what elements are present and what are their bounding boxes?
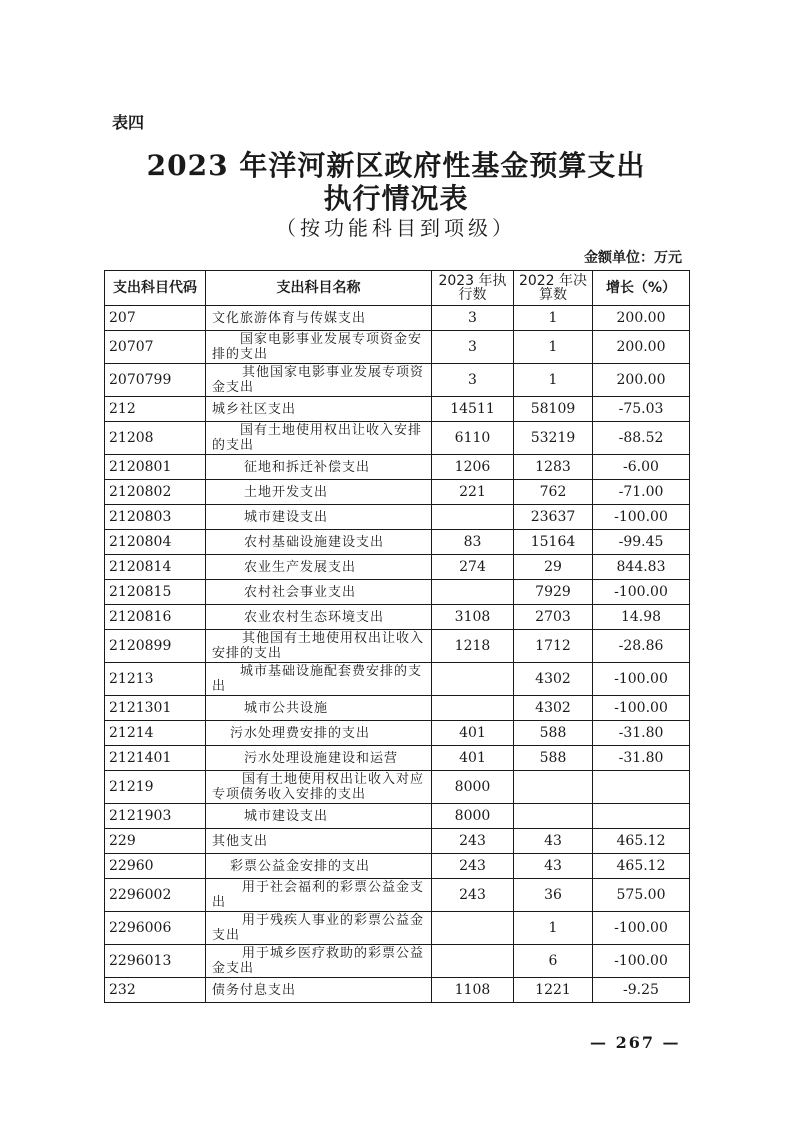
row-growth: -100.00 — [593, 912, 690, 945]
row-final-2022: 588 — [514, 746, 593, 771]
row-final-2022: 43 — [514, 854, 593, 879]
page-title-line1: 2023 年洋河新区政府性基金预算支出 — [146, 149, 646, 182]
table-row — [105, 364, 690, 397]
row-final-2022: 1221 — [514, 978, 593, 1003]
row-name: 污水处理费安排的支出 — [206, 721, 432, 746]
row-growth: 575.00 — [593, 879, 690, 912]
table-row — [105, 455, 690, 480]
row-code: 20707 — [105, 331, 206, 364]
header-exec-2023: 2023 年执行数 — [432, 271, 514, 306]
row-code: 232 — [105, 978, 206, 1003]
page-subtitle: （按功能科目到项级） — [276, 216, 516, 240]
row-final-2022: 1 — [514, 364, 593, 397]
row-name: 土地开发支出 — [206, 480, 432, 505]
row-exec-2023 — [432, 912, 514, 945]
row-final-2022: 6 — [514, 945, 593, 978]
amount-unit-note: 金额单位：万元 — [584, 250, 682, 266]
row-final-2022: 7929 — [514, 580, 593, 605]
table-row — [105, 555, 690, 580]
row-growth: 200.00 — [593, 306, 690, 331]
row-exec-2023: 1108 — [432, 978, 514, 1003]
table-row — [105, 422, 690, 455]
row-final-2022: 1 — [514, 331, 593, 364]
row-code: 21213 — [105, 663, 206, 696]
row-exec-2023: 243 — [432, 854, 514, 879]
row-exec-2023: 3 — [432, 306, 514, 331]
row-final-2022 — [514, 804, 593, 829]
row-growth: -9.25 — [593, 978, 690, 1003]
row-final-2022: 1 — [514, 306, 593, 331]
header-name: 支出科目名称 — [206, 271, 432, 306]
row-code: 2121903 — [105, 804, 206, 829]
row-final-2022: 4302 — [514, 663, 593, 696]
row-exec-2023: 3 — [432, 331, 514, 364]
row-exec-2023: 83 — [432, 530, 514, 555]
row-name: 农业生产发展支出 — [206, 555, 432, 580]
header-final-2022: 2022 年决算数 — [514, 271, 593, 306]
row-growth — [593, 804, 690, 829]
row-exec-2023 — [432, 580, 514, 605]
row-code: 2120814 — [105, 555, 206, 580]
row-final-2022: 29 — [514, 555, 593, 580]
table-row — [105, 829, 690, 854]
table-row — [105, 912, 690, 945]
row-growth — [593, 771, 690, 804]
row-final-2022: 43 — [514, 829, 593, 854]
row-code: 2296013 — [105, 945, 206, 978]
table-row — [105, 505, 690, 530]
table-header-row — [105, 271, 690, 306]
row-code: 2120801 — [105, 455, 206, 480]
row-exec-2023: 243 — [432, 879, 514, 912]
row-final-2022: 588 — [514, 721, 593, 746]
table-row — [105, 397, 690, 422]
row-exec-2023: 8000 — [432, 804, 514, 829]
row-code: 2120804 — [105, 530, 206, 555]
table-row — [105, 306, 690, 331]
row-exec-2023: 14511 — [432, 397, 514, 422]
row-exec-2023 — [432, 663, 514, 696]
row-growth: 844.83 — [593, 555, 690, 580]
row-final-2022: 1 — [514, 912, 593, 945]
row-code: 2120899 — [105, 630, 206, 663]
table-row — [105, 530, 690, 555]
row-final-2022: 762 — [514, 480, 593, 505]
row-code: 21214 — [105, 721, 206, 746]
table-row — [105, 696, 690, 721]
table-row — [105, 480, 690, 505]
table-row — [105, 605, 690, 630]
row-code: 2120815 — [105, 580, 206, 605]
row-name: 农村基础设施建设支出 — [206, 530, 432, 555]
row-growth: -100.00 — [593, 663, 690, 696]
row-exec-2023: 401 — [432, 721, 514, 746]
row-name: 其他国有土地使用权出让收入安排的支出 — [206, 630, 432, 663]
row-exec-2023: 274 — [432, 555, 514, 580]
row-exec-2023 — [432, 945, 514, 978]
row-name: 彩票公益金安排的支出 — [206, 854, 432, 879]
table-row — [105, 978, 690, 1003]
row-name: 其他支出 — [206, 829, 432, 854]
row-growth: -75.03 — [593, 397, 690, 422]
row-growth: 200.00 — [593, 364, 690, 397]
row-growth: -28.86 — [593, 630, 690, 663]
row-growth: -88.52 — [593, 422, 690, 455]
row-final-2022: 58109 — [514, 397, 593, 422]
row-exec-2023: 6110 — [432, 422, 514, 455]
row-growth: 200.00 — [593, 331, 690, 364]
table-row — [105, 771, 690, 804]
row-code: 2296002 — [105, 879, 206, 912]
row-code: 22960 — [105, 854, 206, 879]
table-row — [105, 879, 690, 912]
table-label: 表四 — [112, 113, 145, 132]
row-exec-2023: 8000 — [432, 771, 514, 804]
row-name: 用于城乡医疗救助的彩票公益金支出 — [206, 945, 432, 978]
row-code: 229 — [105, 829, 206, 854]
row-name: 农业农村生态环境支出 — [206, 605, 432, 630]
row-code: 2121301 — [105, 696, 206, 721]
row-name: 用于残疾人事业的彩票公益金支出 — [206, 912, 432, 945]
row-name: 城市基础设施配套费安排的支出 — [206, 663, 432, 696]
row-final-2022: 2703 — [514, 605, 593, 630]
page-title-line2: 执行情况表 — [323, 182, 469, 215]
row-name: 城乡社区支出 — [206, 397, 432, 422]
row-growth: -100.00 — [593, 505, 690, 530]
row-code: 207 — [105, 306, 206, 331]
row-name: 用于社会福利的彩票公益金支出 — [206, 879, 432, 912]
row-exec-2023 — [432, 696, 514, 721]
row-growth: 14.98 — [593, 605, 690, 630]
row-exec-2023: 3 — [432, 364, 514, 397]
row-exec-2023: 1218 — [432, 630, 514, 663]
row-growth: -100.00 — [593, 945, 690, 978]
row-exec-2023: 243 — [432, 829, 514, 854]
row-growth: -100.00 — [593, 580, 690, 605]
header-code: 支出科目代码 — [105, 271, 206, 306]
row-growth: -71.00 — [593, 480, 690, 505]
table-row — [105, 854, 690, 879]
table-row — [105, 945, 690, 978]
row-final-2022: 4302 — [514, 696, 593, 721]
table-row — [105, 804, 690, 829]
row-name: 污水处理设施建设和运营 — [206, 746, 432, 771]
row-exec-2023: 1206 — [432, 455, 514, 480]
table-row — [105, 580, 690, 605]
row-name: 国有土地使用权出让收入对应专项债务收入安排的支出 — [206, 771, 432, 804]
table-row — [105, 331, 690, 364]
row-name: 国有土地使用权出让收入安排的支出 — [206, 422, 432, 455]
row-final-2022: 53219 — [514, 422, 593, 455]
row-growth: 465.12 — [593, 854, 690, 879]
row-code: 2121401 — [105, 746, 206, 771]
row-growth: -6.00 — [593, 455, 690, 480]
row-final-2022: 15164 — [514, 530, 593, 555]
budget-expenditure-table — [104, 270, 690, 1003]
row-name: 城市建设支出 — [206, 505, 432, 530]
row-name: 债务付息支出 — [206, 978, 432, 1003]
table-row — [105, 663, 690, 696]
table-row — [105, 721, 690, 746]
row-final-2022: 23637 — [514, 505, 593, 530]
row-exec-2023: 221 — [432, 480, 514, 505]
row-name: 文化旅游体育与传媒支出 — [206, 306, 432, 331]
row-final-2022: 1712 — [514, 630, 593, 663]
row-exec-2023: 401 — [432, 746, 514, 771]
row-growth: -31.80 — [593, 721, 690, 746]
row-name: 其他国家电影事业发展专项资金支出 — [206, 364, 432, 397]
row-growth: 465.12 — [593, 829, 690, 854]
row-code: 2120816 — [105, 605, 206, 630]
page-number: — 267 — — [590, 1033, 681, 1052]
row-name: 城市公共设施 — [206, 696, 432, 721]
row-exec-2023: 3108 — [432, 605, 514, 630]
table-row — [105, 630, 690, 663]
row-growth: -99.45 — [593, 530, 690, 555]
row-name: 国家电影事业发展专项资金安排的支出 — [206, 331, 432, 364]
row-name: 农村社会事业支出 — [206, 580, 432, 605]
row-code: 21208 — [105, 422, 206, 455]
row-growth: -100.00 — [593, 696, 690, 721]
row-code: 2070799 — [105, 364, 206, 397]
row-code: 2120803 — [105, 505, 206, 530]
table-row — [105, 746, 690, 771]
row-code: 2296006 — [105, 912, 206, 945]
row-growth: -31.80 — [593, 746, 690, 771]
row-code: 2120802 — [105, 480, 206, 505]
row-exec-2023 — [432, 505, 514, 530]
row-final-2022: 36 — [514, 879, 593, 912]
row-name: 城市建设支出 — [206, 804, 432, 829]
row-code: 21219 — [105, 771, 206, 804]
row-code: 212 — [105, 397, 206, 422]
row-final-2022 — [514, 771, 593, 804]
row-final-2022: 1283 — [514, 455, 593, 480]
row-name: 征地和拆迁补偿支出 — [206, 455, 432, 480]
header-growth: 增长（%） — [593, 271, 690, 306]
